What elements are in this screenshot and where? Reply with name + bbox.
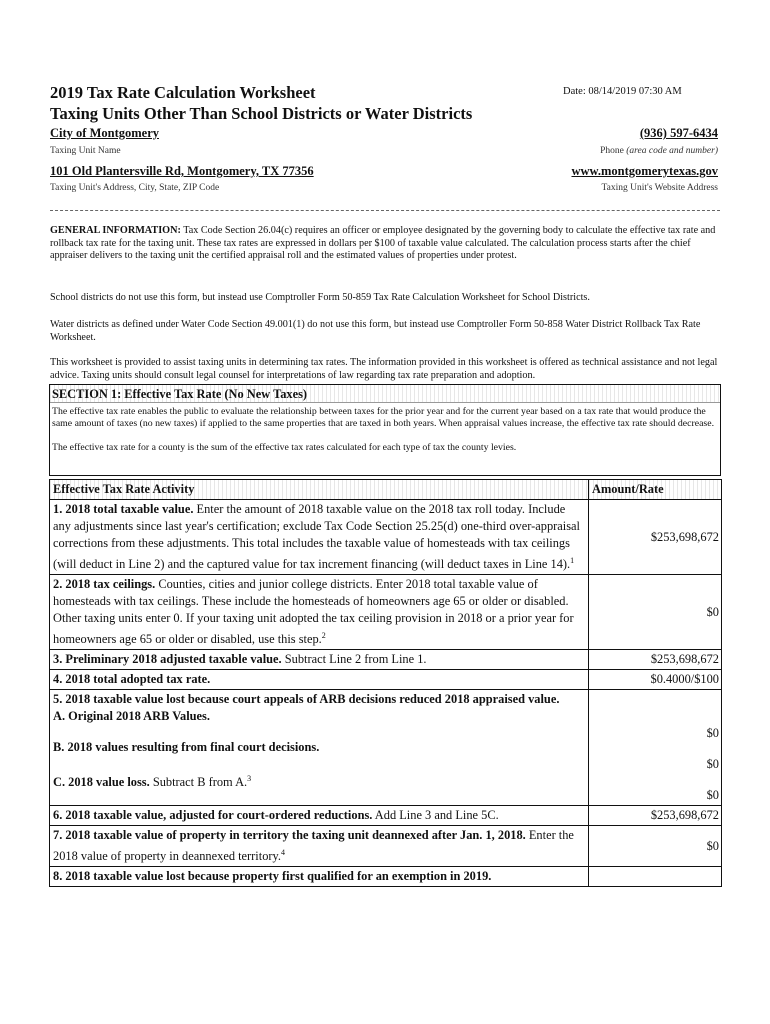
line-6-text: 6. 2018 taxable value, adjusted for court-ordered reductions. Add Line 3 and Line 5C. <box>50 806 589 826</box>
header-divider <box>50 210 720 211</box>
table-row-line-2 <box>50 575 722 650</box>
general-information: GENERAL INFORMATION: Tax Code Section 26.04(c) requires an officer or employee designated by the governing body to calculate the effective tax rate and rollback tax rate for the taxing unit. These tax rates are expressed in dollars per $100 of taxable value calculated. The calculation process starts after the chief appraiser delivers to the taxing unit the certified appraisal roll and the estimated values of properties under protest. <box>50 225 716 262</box>
line-5b-amount: $0 <box>706 757 719 772</box>
table-row-line-7 <box>50 826 722 867</box>
section-1-heading: SECTION 1: Effective Tax Rate (No New Taxes) <box>52 387 308 401</box>
line-4-amount: $0.4000/$100 <box>589 670 722 690</box>
section-1-description: The effective tax rate enables the public to evaluate the relationship between taxes for the prior year and for the current year based on a tax rate that would produce the same amount of taxes (no new taxes) if applied to the same properties that are taxed in both years. When appraisal values increase, the effective tax rate should decrease. <box>52 406 715 429</box>
phone-number: (936) 597-6434 <box>639 126 718 140</box>
line-3-amount: $253,698,672 <box>589 650 722 670</box>
website-link[interactable]: www.montgomerytexas.gov <box>571 164 718 178</box>
table-row-line-8 <box>50 867 722 887</box>
line-8-text: 8. 2018 taxable value lost because property first qualified for an exemption in 2019. <box>50 867 589 887</box>
line-3-text: 3. Preliminary 2018 adjusted taxable value. Subtract Line 2 from Line 1. <box>50 650 589 670</box>
table-row-line-5 <box>50 690 722 806</box>
address-caption: Taxing Unit's Address, City, State, ZIP Code <box>50 183 220 193</box>
worksheet-title: 2019 Tax Rate Calculation Worksheet <box>50 83 316 102</box>
table-row-line-6 <box>50 806 722 826</box>
taxing-unit-address: 101 Old Plantersville Rd, Montgomery, TX 77356 <box>50 164 314 178</box>
worksheet-table <box>49 479 722 887</box>
line-5a-amount: $0 <box>706 726 719 741</box>
line-7-text: 7. 2018 taxable value of property in territory the taxing unit deannexed after Jan. 1, 2018. Enter the 2018 value of property in deannexed territory.$^4$ <box>50 826 589 867</box>
table-row-line-1 <box>50 500 722 575</box>
school-district-note: School districts do not use this form, but instead use Comptroller Form 50-859 Tax Rate Calculation Worksheet for School Districts. <box>50 292 590 303</box>
phone-caption: Phone (area code and number) <box>600 146 718 156</box>
line-5-amounts <box>589 690 722 806</box>
col-header-activity: Effective Tax Rate Activity <box>50 480 589 500</box>
line-5b-label: B. 2018 values resulting from final court decisions. <box>53 740 320 755</box>
county-note: The effective tax rate for a county is the sum of the effective tax rates calculated for each type of tax the county levies. <box>52 442 517 453</box>
water-district-note: Water districts as defined under Water Code Section 49.001(1) do not use this form, but instead use Comptroller Form 50-858 Water District Rollback Tax Rate Worksheet. <box>50 319 701 343</box>
worksheet-subtitle: Taxing Units Other Than School Districts or Water Districts <box>50 104 473 123</box>
line-2-text: 2. 2018 tax ceilings. Counties, cities and junior college districts. Enter 2018 total taxable value of homesteads with tax ceilings. These include the homesteads of homeowners age 65 or older or disabled. Other taxing units enter 0. If your taxing unit adopted the tax ceiling provision in 2018 or a prior year for homeowners age 65 or older or disabled, use this step.$^2$ <box>50 575 589 650</box>
table-header-row <box>50 480 722 500</box>
line-5c-amount: $0 <box>706 788 719 803</box>
taxing-unit-name: City of Montgomery <box>50 126 159 140</box>
line-2-amount: $0 <box>589 575 722 650</box>
col-header-amount: Amount/Rate <box>589 480 722 500</box>
date-stamp: Date: 08/14/2019 07:30 AM <box>563 86 682 97</box>
line-7-amount: $0 <box>589 826 722 867</box>
line-1-amount: $253,698,672 <box>589 500 722 575</box>
table-row-line-3 <box>50 650 722 670</box>
table-row-line-4 <box>50 670 722 690</box>
line-5a-label: A. Original 2018 ARB Values. <box>53 709 210 724</box>
line-4-text: 4. 2018 total adopted tax rate. <box>50 670 589 690</box>
taxing-unit-name-caption: Taxing Unit Name <box>50 146 121 156</box>
line-1-text: 1. 2018 total taxable value. Enter the amount of 2018 taxable value on the 2018 tax roll today. Include any adjustments since last year's certification; exclude Tax Code Section 25.25(d) one-third over-appraisal corrections from these adjustments. This total includes the taxable value of homesteads with tax ceilings (will deduct in Line 2) and the captured value for tax increment financing (will deduct taxes in Line 14).$^1$ <box>50 500 589 575</box>
section-1-heading-bar <box>50 385 720 403</box>
assistance-note: This worksheet is provided to assist taxing units in determining tax rates. The information provided in this worksheet is offered as technical assistance and not legal advice. Taxing units should consult legal counsel for interpretations of law regarding tax rate preparation and adoption. <box>50 357 718 381</box>
line-5c-label: C. 2018 value loss. Subtract B from A.$^3$ <box>53 774 252 790</box>
section-1-box <box>49 384 721 476</box>
worksheet-table-wrap <box>49 479 721 887</box>
line-8-amount <box>589 867 722 887</box>
line-6-amount: $253,698,672 <box>589 806 722 826</box>
line-5-spacer <box>592 691 719 725</box>
website-caption: Taxing Unit's Website Address <box>601 183 718 193</box>
line-5-text: 5. 2018 taxable value lost because court appeals of ARB decisions reduced 2018 appraised value. A. Original 2018 ARB Values. B. 2018 values resulting from final court decisions. C. 2018 value loss. Subtract B from A.$^3$ <box>50 690 589 806</box>
